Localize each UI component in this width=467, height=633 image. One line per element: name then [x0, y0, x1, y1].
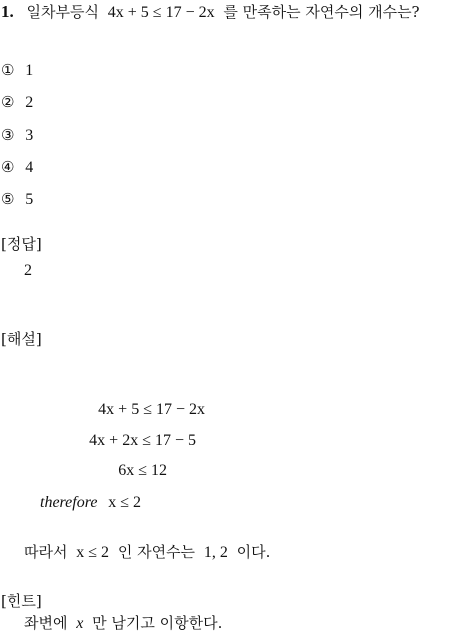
- conclusion-mid: 인 자연수는: [117, 543, 196, 561]
- choice-3-label: 3: [25, 127, 34, 144]
- choice-5-label: 5: [25, 191, 34, 208]
- question-inequality: 4x + 5 ≤ 17 − 2x: [107, 4, 215, 21]
- solution-step-1: 4x + 5 ≤ 17 − 2x: [98, 401, 205, 418]
- answer-value: 2: [24, 262, 32, 279]
- choice-2-label: 2: [25, 94, 34, 111]
- conclusion-values: 1, 2: [203, 544, 228, 561]
- choice-4[interactable]: [1, 158, 33, 177]
- question-line: [1, 1, 420, 22]
- conclusion-end: 이다.: [236, 543, 271, 561]
- solution-heading: [해설]: [1, 330, 42, 348]
- choice-2-marker: ②: [1, 93, 15, 111]
- choice-1-marker: ①: [1, 61, 15, 79]
- therefore-expression: x ≤ 2: [108, 494, 142, 511]
- choice-5-marker: ⑤: [1, 190, 15, 208]
- choice-5[interactable]: [1, 190, 33, 209]
- choice-1-label: 1: [25, 62, 34, 79]
- solution-step-3: 6x ≤ 12: [118, 462, 167, 479]
- hint-text: [24, 612, 222, 633]
- hint-text-start: 좌변에: [24, 614, 68, 632]
- conclusion-start: 따라서: [24, 543, 68, 561]
- hint-text-end: 만 남기고 이항한다.: [92, 614, 223, 632]
- choice-3-marker: ③: [1, 126, 15, 144]
- solution-step-2: 4x + 2x ≤ 17 − 5: [89, 432, 196, 449]
- conclusion-math: x ≤ 2: [76, 544, 110, 561]
- hint-heading: [힌트]: [1, 592, 42, 610]
- question-text-after: 를 만족하는 자연수의 개수는?: [223, 3, 420, 21]
- choice-1[interactable]: [1, 61, 33, 80]
- hint-variable: [76, 615, 83, 632]
- therefore-word: therefore: [40, 494, 98, 511]
- question-number: 1.: [1, 2, 14, 21]
- choice-4-marker: ④: [1, 158, 15, 176]
- solution-therefore-row: [40, 493, 141, 512]
- choice-4-label: 4: [25, 159, 34, 176]
- answer-heading: [정답]: [1, 235, 42, 253]
- choice-3[interactable]: [1, 126, 33, 145]
- choice-2[interactable]: [1, 93, 33, 112]
- hint-variable-italic: x: [76, 615, 84, 632]
- solution-conclusion: [24, 541, 270, 562]
- question-text-before: 일차부등식: [26, 3, 99, 21]
